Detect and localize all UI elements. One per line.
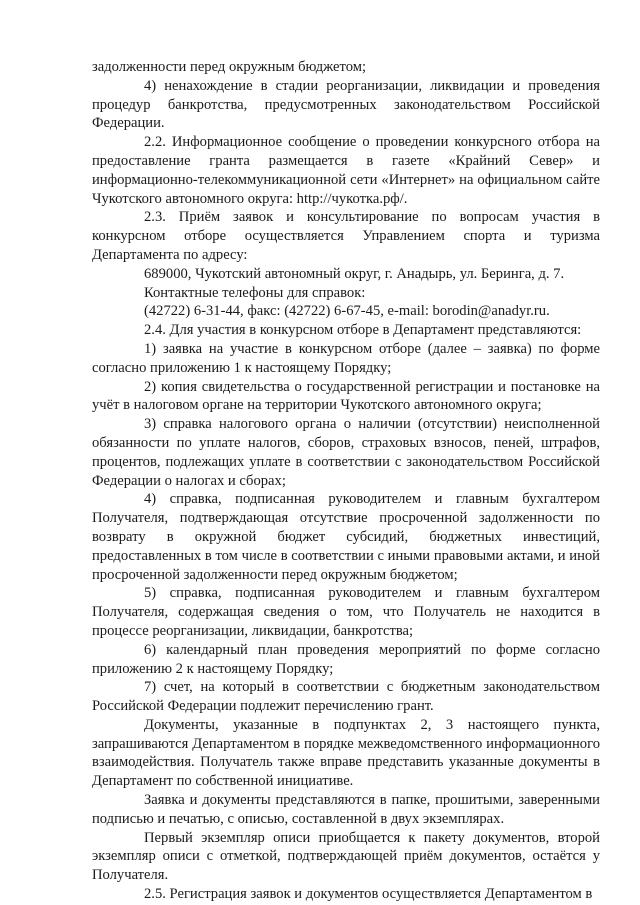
paragraph-doc-4-debt-certificate: 4) справка, подписанная руководителем и главным бухгалтером Получателя, подтверждающая отсутствие просроченной задолженности по возврату в окружной бюджет субсидий, бюджетных инвестиций, предоставленных в том числе в соответствии с иными правовыми актами, и иной просроченной задолженности перед окружным бюджетом;	[92, 491, 600, 583]
paragraph-doc-3-tax-certificate: 3) справка налогового органа о наличии (отсутствии) неисполненной обязанности по уплате налогов, сборов, страховых взносов, пеней, штрафов, процентов, подлежащих уплате в соответствии с законодательством Российской Федерации о налогах и сборах;	[92, 416, 600, 489]
document-body	[92, 58, 600, 904]
paragraph-folder-requirements: Заявка и документы представляются в папке, прошитыми, заверенными подписью и печатью, с описью, составленной в двух экземплярах.	[92, 792, 600, 827]
paragraph-doc-2-registration-copy: 2) копия свидетельства о государственной регистрации и постановке на учёт в налоговом органе на территории Чукотского автономного округа;	[92, 378, 600, 414]
paragraph-2-3-application-intake: 2.3. Приём заявок и консультирование по вопросам участия в конкурсном отборе осуществляется Управлением спорта и туризма Департамента по адресу:	[92, 209, 600, 263]
paragraph-doc-6-calendar-plan: 6) календарный план проведения мероприятий по форме согласно приложению 2 к настоящему Порядку;	[92, 641, 600, 677]
paragraph-address: 689000, Чукотский автономный округ, г. Анадырь, ул. Беринга, д. 7.	[144, 265, 565, 282]
paragraph-doc-1-application: 1) заявка на участие в конкурсном отборе (далее – заявка) по форме согласно приложению 1 к настоящему Порядку;	[92, 340, 600, 376]
paragraph-doc-5-status-certificate: 5) справка, подписанная руководителем и главным бухгалтером Получателя, содержащая сведения о том, что Получатель не находится в процессе реорганизации, ликвидации, банкротства;	[92, 585, 600, 639]
paragraph-inventory-copies: Первый экземпляр описи приобщается к пакету документов, второй экземпляр описи с отметкой, подтверждающей приём документов, остаётся у Получателя.	[92, 829, 600, 884]
paragraph-2-5-registration: 2.5. Регистрация заявок и документов осуществляется Департаментом в	[144, 886, 593, 903]
paragraph-2-2-information-notice: 2.2. Информационное сообщение о проведении конкурсного отбора на предоставление гранта размещается в газете «Крайний Север» и информационно-телекоммуникационной сети «Интернет» на официальном сайте Чукотского автономного округа: http://чукотка.рф/.	[92, 134, 600, 207]
paragraph-item-4-no-reorganization: 4) ненахождение в стадии реорганизации, ликвидации и проведения процедур банкротства, предусмотренных законодательством Российской Федерации.	[92, 77, 600, 132]
paragraph-contact-phones: (42722) 6-31-44, факс: (42722) 6-67-45, e-mail: borodin@anadyr.ru.	[144, 303, 550, 320]
paragraph-2-4-required-documents: 2.4. Для участия в конкурсном отборе в Департамент представляются:	[144, 322, 582, 339]
paragraph-contact-heading: Контактные телефоны для справок:	[144, 284, 366, 301]
paragraph-debt-continuation: задолженности перед окружным бюджетом;	[92, 59, 367, 75]
paragraph-interagency-request: Документы, указанные в подпунктах 2, 3 настоящего пункта, запрашиваются Департаментом в порядке межведомственного информационного взаимодействия. Получатель также вправе представить указанные документы в Департамент по собственной инициативе.	[92, 716, 600, 790]
paragraph-doc-7-bank-account: 7) счет, на который в соответствии с бюджетным законодательством Российской Федерации подлежит перечислению грант.	[92, 679, 600, 715]
